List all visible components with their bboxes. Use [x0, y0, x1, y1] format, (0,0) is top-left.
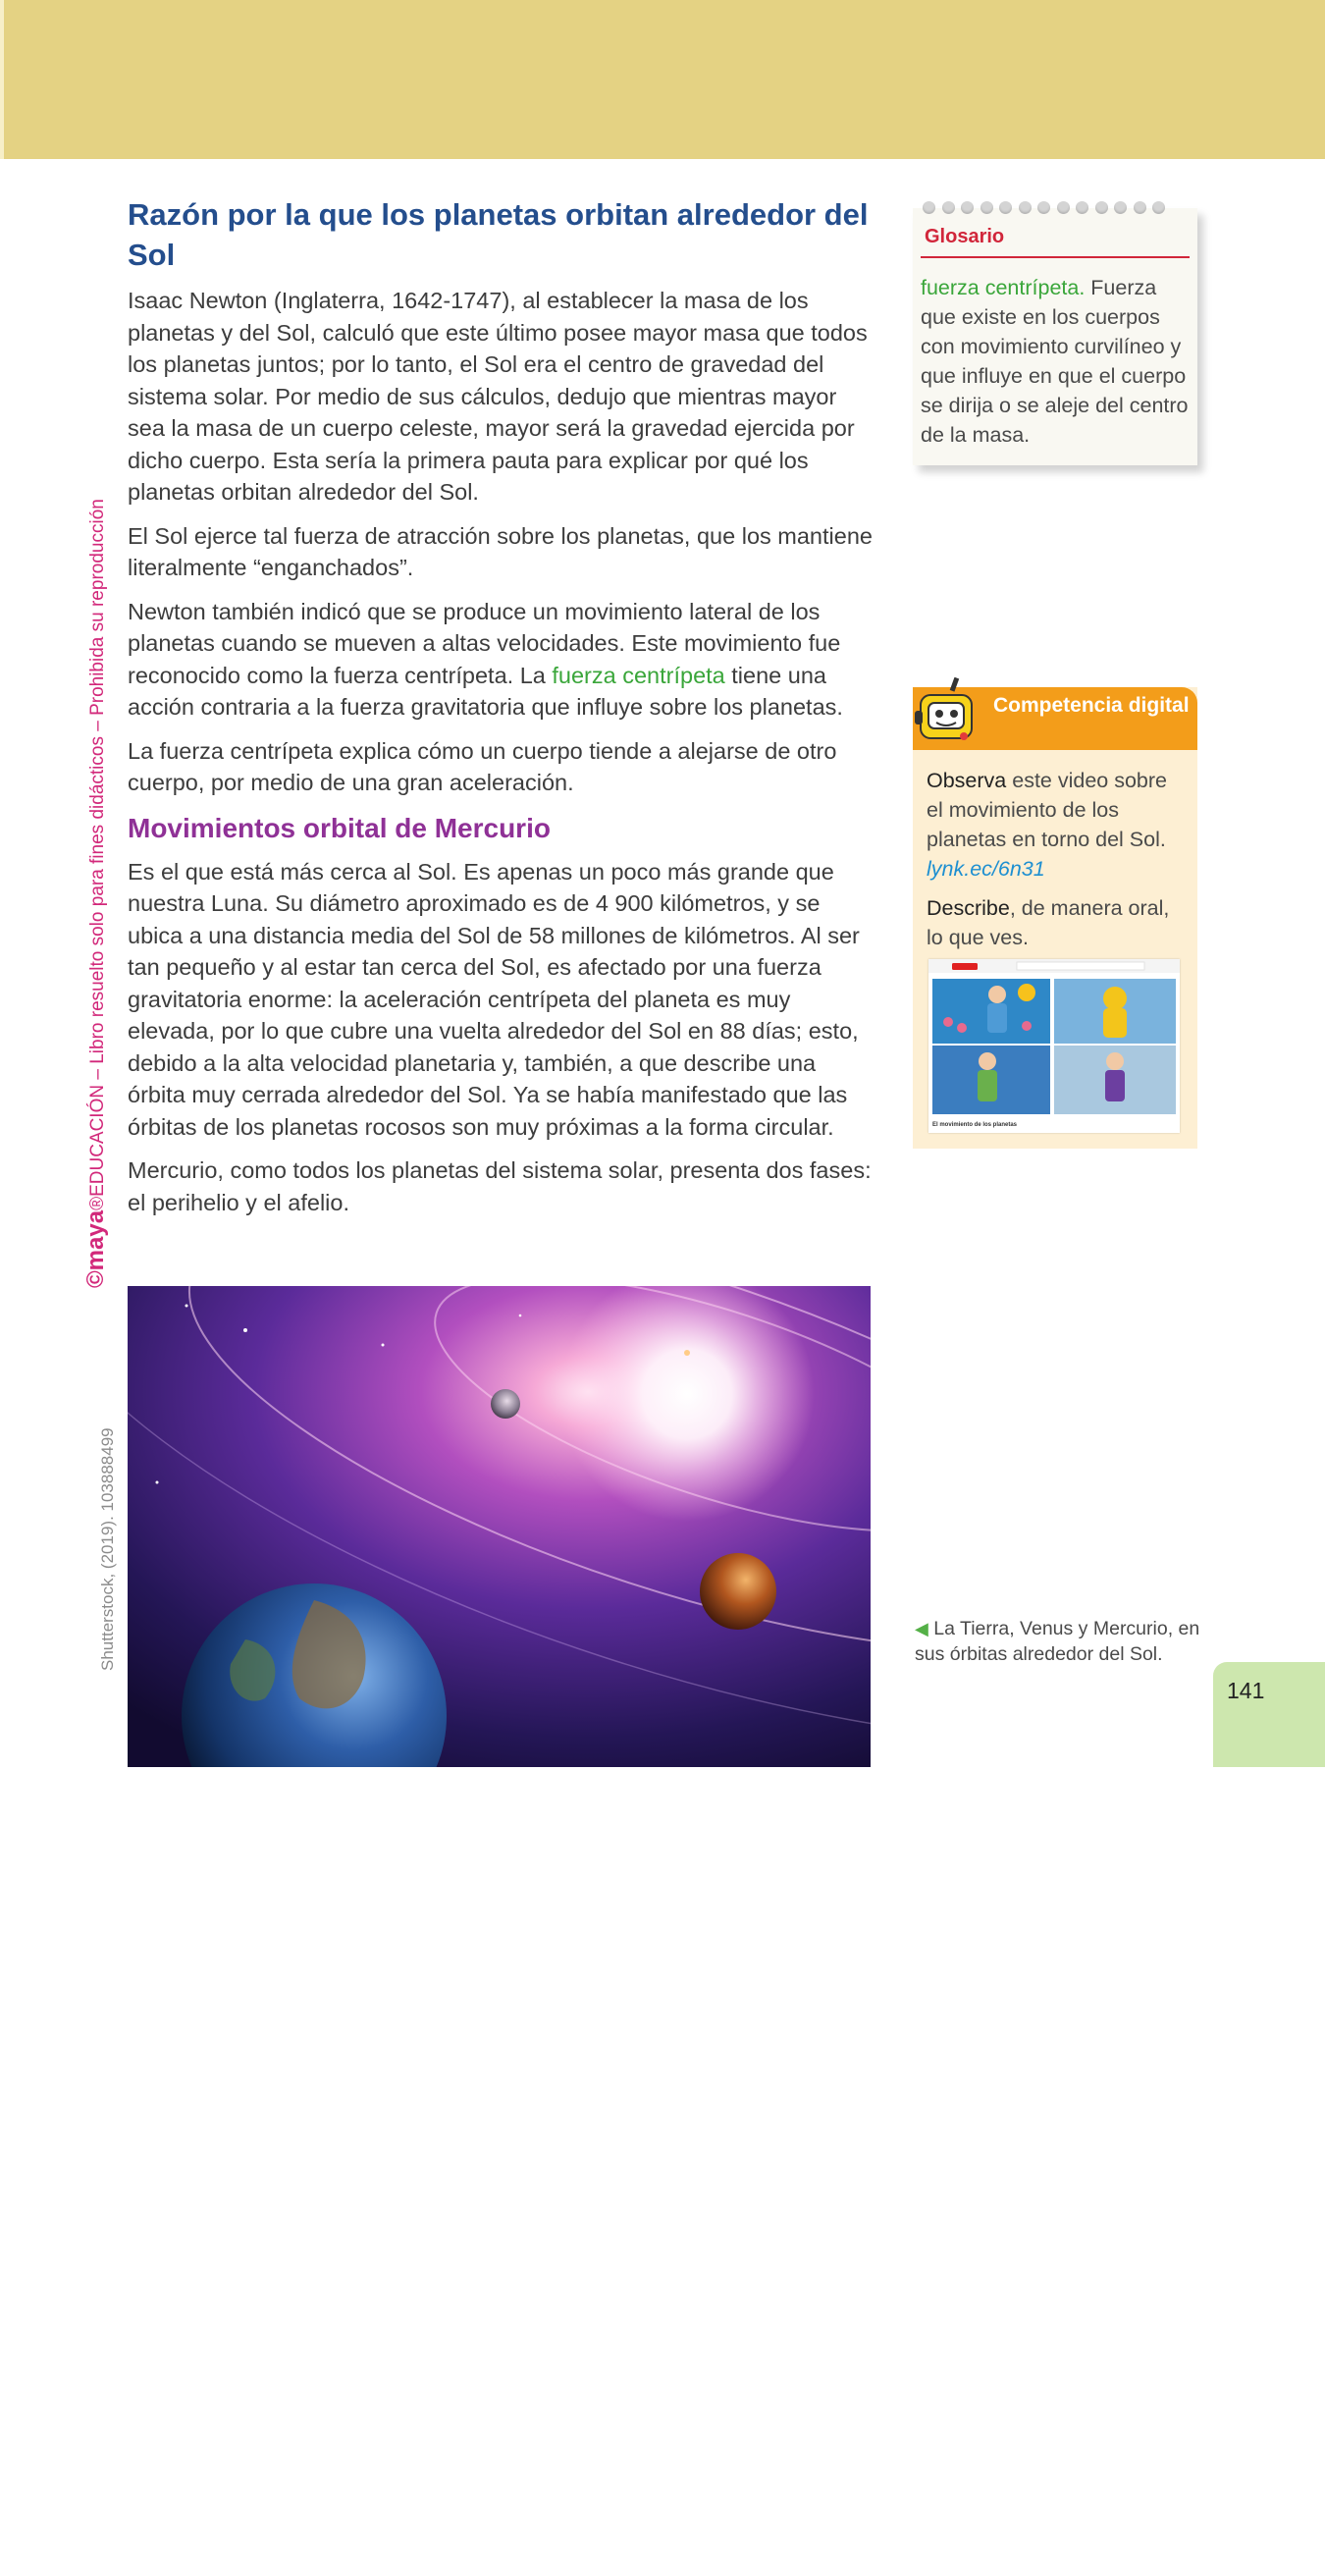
character-head: [979, 1052, 996, 1070]
solar-system-photo: [128, 1286, 871, 1767]
character-body: [978, 1070, 997, 1101]
star: [519, 1315, 522, 1317]
describe-verb: Describe: [927, 896, 1010, 920]
star: [684, 1350, 690, 1356]
observe-verb: Observa: [927, 769, 1007, 792]
describe-text: , de manera oral, lo que ves.: [927, 896, 1170, 949]
character-body: [987, 1003, 1007, 1033]
page-number-tab: [1213, 1662, 1325, 1767]
robot-mascot-icon: [915, 677, 976, 752]
header-band: [0, 0, 1325, 159]
character-head: [1106, 1052, 1124, 1070]
video-thumbnail[interactable]: [928, 959, 1180, 1133]
paragraph-sun-attraction: El Sol ejerce tal fuerza de atracción sobre los planetas, que los mantiene literalmente “enganchados”.: [128, 522, 873, 580]
star: [156, 1481, 159, 1484]
venus-planet: [700, 1553, 776, 1630]
flower-icon: [957, 1023, 967, 1033]
paragraph-lateral-b: tiene una acción contraria a la fuerza gravitatoria que influye sobre los planetas.: [128, 662, 843, 720]
video-thumbnail-illustration: [928, 959, 1180, 1133]
page-number: 141: [1227, 1678, 1265, 1703]
character-head: [988, 986, 1006, 1003]
observe-text: este video sobre el movimiento de los planetas en torno del Sol.: [927, 769, 1168, 851]
mercury-planet: [491, 1389, 520, 1419]
sun-icon: [1018, 984, 1035, 1001]
glossary-entry: [921, 273, 1192, 450]
character-head: [1103, 987, 1127, 1010]
glossary-definition: Fuerza que existe en los cuerpos con movimiento curvilíneo y que influye en que el cuerpo se dirija o se aleje del centro de la masa.: [921, 276, 1189, 447]
describe-instruction: [927, 893, 1188, 952]
caption-arrow-icon: ◀: [915, 1619, 928, 1638]
competencia-digital-box: [913, 687, 1197, 1149]
glossary-title: Glosario: [925, 226, 1005, 247]
photo-caption: [915, 1616, 1209, 1667]
flower-icon: [1022, 1021, 1032, 1031]
paragraph-lateral-a: Newton también indicó que se produce un movimiento lateral de los planetas cuando se mueven a altas velocidades. Este movimiento fue reconocido como la fuerza centrípeta. La: [128, 598, 841, 688]
observe-instruction: [927, 766, 1188, 884]
section-title: Razón por la que los planetas orbitan alrededor del Sol: [128, 197, 869, 272]
video-caption: El movimiento de los planetas: [932, 1122, 1018, 1128]
photo-credit-text: Shutterstock, (2019). 103888499: [98, 1427, 117, 1671]
video-search-bar: [1017, 962, 1144, 970]
subsection-title: Movimientos orbital de Mercurio: [128, 812, 551, 843]
publisher-logo: ©maya: [82, 1209, 109, 1288]
paragraph-mercury: Es el que está más cerca al Sol. Es apenas un poco más grande que nuestra Luna. Su diámetro aproximado es de 4 900 kilómetros, y se ubica a una distancia media del Sol de 58 millones de kilómetros. Al ser tan pequeño y al estar tan cerca del Sol, es afectado por una fuerza gravitatoria enorme: la aceleración centrípeta del planeta es muy elevada, por lo que cubre una vuelta alrededor del Sol en 88 días; esto, debido a la alta velocidad planetaria y, también, a que describe una órbita muy cerrada alrededor del Sol. Ya se había manifestado que las órbitas de los planetas rocosos son muy próximas a la forma circular.: [128, 858, 860, 1140]
glossary-term: fuerza centrípeta.: [921, 276, 1086, 299]
star: [243, 1328, 247, 1332]
video-link[interactable]: lynk.ec/6n31: [927, 857, 1045, 881]
paragraph-lateral-motion: [128, 596, 874, 724]
star: [382, 1344, 385, 1347]
character-body: [1105, 1070, 1125, 1101]
competencia-body: [927, 766, 1188, 962]
competencia-title: Competencia digital: [993, 694, 1190, 717]
copyright-text: ®EDUCACIÓN – Libro resuelto solo para fines didácticos – Prohibida su reproducción: [87, 499, 108, 1210]
paragraph-phases: Mercurio, como todos los planetas del sistema solar, presenta dos fases: el perihelio y el afelio.: [128, 1157, 872, 1215]
star: [186, 1305, 188, 1308]
notebook-rings: [923, 201, 1197, 217]
glossary-divider: [921, 256, 1190, 258]
glossary-box: [913, 208, 1197, 465]
paragraph-centripetal: La fuerza centrípeta explica cómo un cuerpo tiende a alejarse de otro cuerpo, por medio de una gran aceleración.: [128, 737, 837, 795]
flower-icon: [943, 1017, 953, 1027]
caption-text: La Tierra, Venus y Mercurio, en sus órbitas alrededor del Sol.: [915, 1618, 1200, 1665]
character-body: [1103, 1008, 1127, 1038]
glossary-term-link[interactable]: fuerza centrípeta: [552, 662, 725, 688]
paragraph-newton: Isaac Newton (Inglaterra, 1642-1747), al establecer la masa de los planetas y del Sol, calculó que este último posee mayor masa que todos los planetas juntos; por lo tanto, el Sol era el centro de gravedad del sistema solar. Por medio de sus cálculos, dedujo que mientras mayor sea la masa de un cuerpo celeste, mayor será la gravedad ejercida por dicho cuerpo. Esta sería la primera pauta para explicar por qué los planetas orbitan alrededor del Sol.: [128, 288, 868, 505]
main-column: [128, 194, 874, 1230]
solar-system-illustration: [128, 1286, 871, 1767]
youtube-logo-icon: [952, 963, 978, 970]
header-band-edge: [0, 0, 4, 159]
